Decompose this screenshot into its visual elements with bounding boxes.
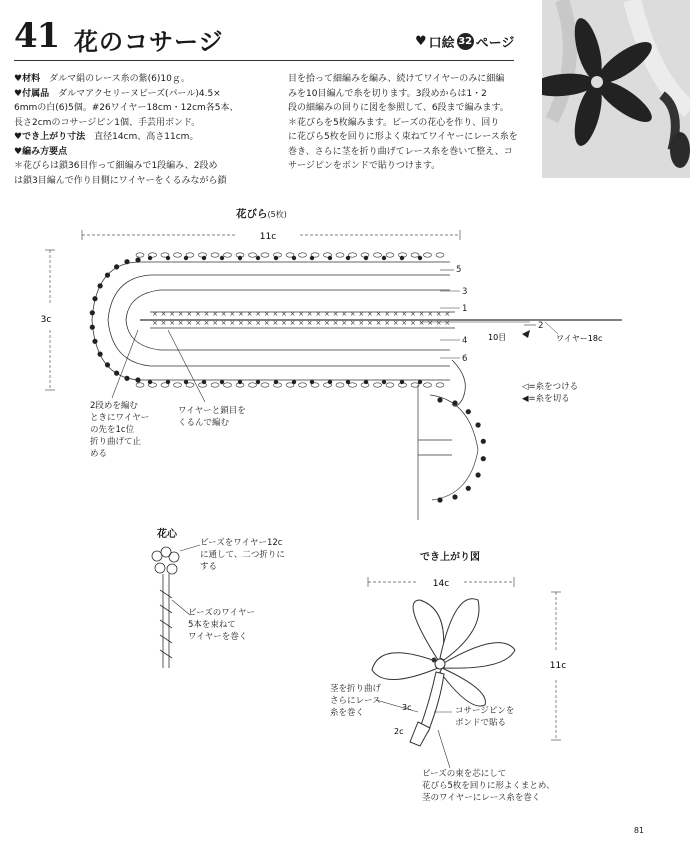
right-text-line: 巻き、さらに茎を折り曲げてレース糸を巻いて整え、コ [288,146,513,157]
motif-dot [481,456,486,461]
sc-stitch: × [289,319,296,327]
picot-dot [92,339,97,344]
sc-stitch: × [444,319,451,327]
picot-dot [274,256,278,260]
row-label-3: 3 [462,287,468,297]
picot-dot [114,371,119,376]
motif-dot [481,439,486,444]
sc-stitch: × [349,319,356,327]
motif-dot [466,486,471,491]
chain-stitch [224,253,232,257]
picot-dot [382,380,386,384]
row-labels [456,265,543,364]
row-label-5: 5 [456,265,462,275]
sc-stitch: × [401,319,408,327]
picot-dot [256,380,260,384]
chain-stitch [174,383,182,387]
picot-dot [364,256,368,260]
chain-stitch [374,383,382,387]
sc-stitch: × [315,319,322,327]
sc-stitch: × [238,310,244,318]
sc-stitch: × [315,310,322,318]
picot-dot [92,296,97,301]
ref-suffix: ページ [475,36,515,51]
sc-stitch: × [195,310,201,318]
sc-stitch: × [410,310,416,318]
note-line: ビーズの束を芯にして [422,769,507,779]
chain-stitch [336,253,344,257]
chain-stitch [299,253,307,257]
picot-dot [382,256,386,260]
bead-center-drawing [152,547,179,668]
wire-length-label: ワイヤー18c [556,334,603,343]
picot-dot [166,256,170,260]
sc-stitch: × [220,319,227,327]
sc-stitch: × [375,319,382,327]
legend-attach-yarn: ◁=糸をつける [522,382,579,392]
sc-stitch: × [152,310,158,318]
accessories-line1: ダルマアクセリーヌビーズ(パール)4.5× [58,88,221,99]
legend [522,381,578,405]
cut-yarn-marker [522,330,530,338]
note-line: 5本を束ねて [188,620,236,630]
note-line: ときにワイヤー [90,413,150,423]
sc-stitch: × [444,310,451,318]
row-label-2: 2 [538,321,544,331]
heart-icon: ♥ [14,146,23,157]
picot-dot [135,377,140,382]
sc-stitch: × [160,319,167,327]
sc-stitch: × [272,310,279,318]
motif-dot [452,400,457,405]
materials-label: 材料 [22,74,41,84]
size-text: 直径14cm、高さ11cm。 [94,132,199,142]
motif-dot [476,422,481,427]
sc-stitch: × [324,319,330,327]
chain-stitch [211,383,219,387]
note-line: に通して、二つ折りに [200,550,285,560]
picot-dot [105,362,110,367]
picot-dot [124,376,129,381]
petal-tip-motif [418,385,478,520]
right-text-line: 目を拾って細編みを編み、続けてワイヤーのみに細編 [288,74,505,84]
picot-dot [90,310,95,315]
finished-pin-note [455,705,514,729]
note-line: さらにレース [330,696,381,706]
chain-stitch [436,383,444,387]
sc-stitch: × [427,319,434,327]
sc-stitch: × [263,310,270,318]
right-text-line: みを10目編んで糸を切ります。3段めからは1・2 [288,88,487,99]
method-line2: は鎖3目編んで作り目側にワイヤーをくるみながら鎖 [14,175,227,186]
sc-stitch: × [212,319,219,327]
chain-stitch [386,253,394,257]
petal-count: (5枚) [267,210,287,219]
picot-dot [292,256,296,260]
sc-stitch: × [255,319,262,327]
picot-dot [202,380,206,384]
sc-stitch: × [238,319,244,327]
note-line: 折り曲げて止 [90,437,142,447]
picot-dot [166,380,170,384]
finished-title: でき上がり図 [420,552,480,563]
picot-dot [98,352,103,357]
sc-stitch: × [410,319,416,327]
motif-dot [476,472,481,477]
chain-stitch [249,253,257,257]
sc-stitch: × [401,310,408,318]
picot-dot [148,256,152,260]
sc-stitch: × [152,319,158,327]
note-line: 茎のワイヤーにレース糸を巻く [422,793,541,803]
sc-stitch: × [255,310,262,318]
page-number: 81 [633,826,644,835]
motif-dot [466,409,471,414]
ref-page-number: 32 [457,33,474,50]
picot-dot [346,256,350,260]
picot-dot [418,256,422,260]
sc-stitch: × [220,310,227,318]
sc-stitch: × [177,319,184,327]
note-wrap-wire [178,405,246,429]
chain-stitch [136,253,144,257]
sc-stitch: × [341,310,348,318]
note-fold-wire [90,400,149,460]
stem-length-3c: 3c [402,703,412,712]
sc-stitch: × [341,319,348,327]
picot-dot [114,264,119,269]
right-text-line: に花びら5枚を回りに形よく束ねてワイヤーにレース糸を [288,132,518,142]
picot-dot [148,380,152,384]
note-line: ビーズのワイヤー [188,608,255,618]
chain-stitch [436,253,444,257]
method-label: 編み方要点 [22,146,68,157]
sc-stitch: × [203,319,210,327]
sc-stitch: × [298,310,305,318]
picot-dot [274,380,278,384]
picot-dot [310,256,314,260]
chain-stitch [211,253,219,257]
legend-cut-yarn: ◀=糸を切る [522,394,570,404]
finished-bundle-note [422,768,555,804]
sc-stitch: × [306,310,313,318]
sc-stitch: × [367,310,373,318]
finished-stem-note [330,683,381,719]
heart-icon: ♥ [14,74,23,84]
picot-dot [400,256,404,260]
sc-stitch: × [427,310,434,318]
picot-dot [90,325,95,330]
sc-stitch: × [186,319,193,327]
note-line: する [200,562,218,572]
sc-stitch: × [367,319,373,327]
picot-dot [346,380,350,384]
sc-stitch: × [246,310,253,318]
sc-stitch: × [375,310,382,318]
sc-stitch: × [229,310,236,318]
sc-stitch: × [435,310,442,318]
sc-stitch: × [246,319,253,327]
sc-stitch: × [229,319,236,327]
stem-length-2c: 2c [394,727,404,736]
chain-stitch [249,383,257,387]
sc-stitch: × [186,310,193,318]
picot-dot [238,256,242,260]
size-label: でき上がり寸法 [22,132,86,142]
center-title: 花心 [157,529,177,540]
picot-dot [220,256,224,260]
note-line: ワイヤーを巻く [188,632,248,642]
note-line: ボンドで貼る [455,718,507,728]
picot-dot [202,256,206,260]
right-text-line: 段の細編みの回りに図を参照して、6段まで編みます。 [288,103,509,113]
motif-dot [452,494,457,499]
petal-width-label: 11c [259,232,277,242]
chain-stitch [424,383,432,387]
chain-stitch [386,383,394,387]
note-line: 茎を折り曲げ [330,684,382,694]
sc-stitch: × [272,319,279,327]
sc-stitch: × [203,310,210,318]
ten-stitches-label: 10目 [488,333,507,342]
sc-stitch: × [169,310,176,318]
note-line: 花びら5枚を回りに形よくまとめ、 [422,781,555,791]
sc-stitch: × [160,310,167,318]
sc-stitch: × [332,310,339,318]
sc-stitch: × [169,319,176,327]
sc-stitch: × [177,310,184,318]
note-line: ワイヤーと鎖目を [178,406,246,416]
sc-stitch: × [306,319,313,327]
finished-height-label: 11c [549,661,567,671]
petal-height-label: 3c [40,315,52,325]
picot-dot [98,283,103,288]
picot-dot [105,273,110,278]
picot-dot [400,380,404,384]
note-line: コサージピンを [455,706,515,716]
picot-dot [124,259,129,264]
right-text-line: サージピンをボンドで貼りつけます。 [288,161,441,171]
pattern-number: 41 [14,16,60,56]
sc-stitch: × [263,319,270,327]
sc-stitch: × [349,310,356,318]
sc-stitch: × [324,310,330,318]
picot-dot [328,256,332,260]
picot-dot [184,256,188,260]
row-label-1: 1 [462,304,468,314]
materials-text: ダルマ絹のレース糸の紫(6)10ｇ。 [49,74,190,84]
picot-dot [238,380,242,384]
accessories-line2: 6mmの白(6)5個。#26ワイヤー18cm・12cm各5本、 [14,103,239,113]
ref-prefix: 口絵 [428,36,455,51]
sc-stitch: × [384,319,391,327]
single-crochet-rows [152,310,450,327]
heart-icon: ♥ [14,132,23,142]
sc-stitch: × [418,310,425,318]
turn-arrow [452,360,465,406]
chain-stitch [261,383,269,387]
sc-stitch: × [281,319,287,327]
motif-dot [437,397,442,402]
row-label-6: 6 [462,354,468,364]
sc-stitch: × [195,319,201,327]
center-note-fold [200,537,285,573]
row-label-4: 4 [462,336,468,346]
chain-stitch [374,253,382,257]
note-line: 糸を巻く [330,708,365,718]
chain-stitch [424,253,432,257]
chain-stitch [411,253,419,257]
motif-dot [437,497,442,502]
sc-stitch: × [298,319,305,327]
note-line: める [90,449,108,459]
picot-dot [310,380,314,384]
sc-stitch: × [358,319,365,327]
method-line1: ＊花びらは鎖36目作って細編みで1段編み、2段め [14,161,218,171]
note-line: くるんで編む [178,418,230,428]
sc-stitch: × [392,310,399,318]
picot-dot [328,380,332,384]
heart-icon: ♥ [415,34,427,49]
chain-stitch [299,383,307,387]
heart-icon: ♥ [14,88,23,99]
chain-stitch [174,253,182,257]
sc-stitch: × [332,319,339,327]
page-title: 花のコサージ [74,27,224,56]
right-text-line: ＊花びらを5枚編みます。ビーズの花心を作り、回り [288,117,500,128]
picot-dot [184,380,188,384]
sc-stitch: × [358,310,365,318]
sc-stitch: × [418,319,425,327]
chain-stitch [136,383,144,387]
chain-stitch [261,253,269,257]
chain-stitch [224,383,232,387]
note-line: ビーズをワイヤー12c [200,538,283,548]
accessories-label: 付属品 [22,88,50,99]
chain-stitch [349,383,357,387]
chain-stitch [349,253,357,257]
picot-dot [256,256,260,260]
center-note-bundle [188,607,255,643]
finished-width-label: 14c [432,579,450,589]
picot-dot [418,380,422,384]
sc-stitch: × [289,310,296,318]
sc-stitch: × [435,319,442,327]
picot-dot [364,380,368,384]
picot-dot [135,257,140,262]
petal-title-text: 花びら [236,208,268,220]
chain-stitch [336,383,344,387]
accessories-line3: 長さ2cmのコサージピン1個、手芸用ボンド。 [14,117,201,128]
picot-dot [220,380,224,384]
note-line: 2段めを編む [90,401,138,411]
sc-stitch: × [212,310,219,318]
sc-stitch: × [281,310,287,318]
sc-stitch: × [384,310,391,318]
note-line: の先を1c位 [90,425,135,435]
sc-stitch: × [392,319,399,327]
picot-dot [292,380,296,384]
